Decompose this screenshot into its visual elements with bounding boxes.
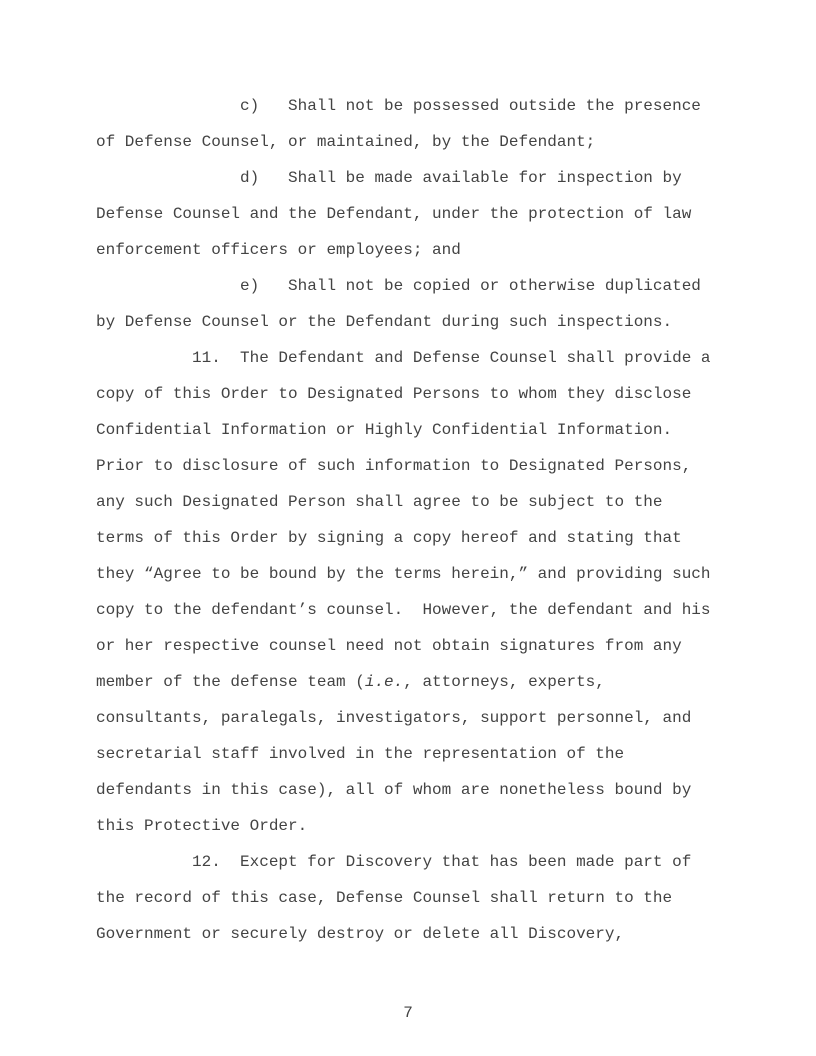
document-body [96, 88, 711, 952]
text-line: Prior to disclosure of such information to Designated Persons, [96, 457, 692, 475]
text-line: they “Agree to be bound by the terms herein,” and providing such [96, 565, 711, 583]
text-line: e) Shall not be copied or otherwise duplicated [96, 277, 701, 295]
text-line: Confidential Information or Highly Confidential Information. [96, 421, 673, 439]
text-line: this Protective Order. [96, 817, 308, 835]
text-line: 12. Except for Discovery that has been made part of [96, 853, 692, 871]
text-line: member of the defense team (i.e., attorneys, experts, [96, 673, 605, 691]
text-line: by Defense Counsel or the Defendant during such inspections. [96, 313, 673, 331]
text-line: or her respective counsel need not obtain signatures from any [96, 637, 682, 655]
text-line: secretarial staff involved in the representation of the [96, 745, 625, 763]
text-line: any such Designated Person shall agree to be subject to the [96, 493, 663, 511]
text-line: Defense Counsel and the Defendant, under the protection of law [96, 205, 692, 223]
text-line: 11. The Defendant and Defense Counsel shall provide a [96, 349, 711, 367]
text-line: defendants in this case), all of whom are nonetheless bound by [96, 781, 692, 799]
text-line: enforcement officers or employees; and [96, 241, 461, 259]
text-line: terms of this Order by signing a copy hereof and stating that [96, 529, 682, 547]
text-line: copy to the defendant’s counsel. However, the defendant and his [96, 601, 711, 619]
text-line: Government or securely destroy or delete all Discovery, [96, 925, 625, 943]
text-line: d) Shall be made available for inspection by [96, 169, 682, 187]
text-line: the record of this case, Defense Counsel shall return to the [96, 889, 673, 907]
page-number: 7 [403, 1004, 413, 1022]
text-line: copy of this Order to Designated Persons to whom they disclose [96, 385, 692, 403]
text-line: consultants, paralegals, investigators, support personnel, and [96, 709, 692, 727]
text-line: c) Shall not be possessed outside the presence [96, 97, 701, 115]
text-line: of Defense Counsel, or maintained, by the Defendant; [96, 133, 596, 151]
